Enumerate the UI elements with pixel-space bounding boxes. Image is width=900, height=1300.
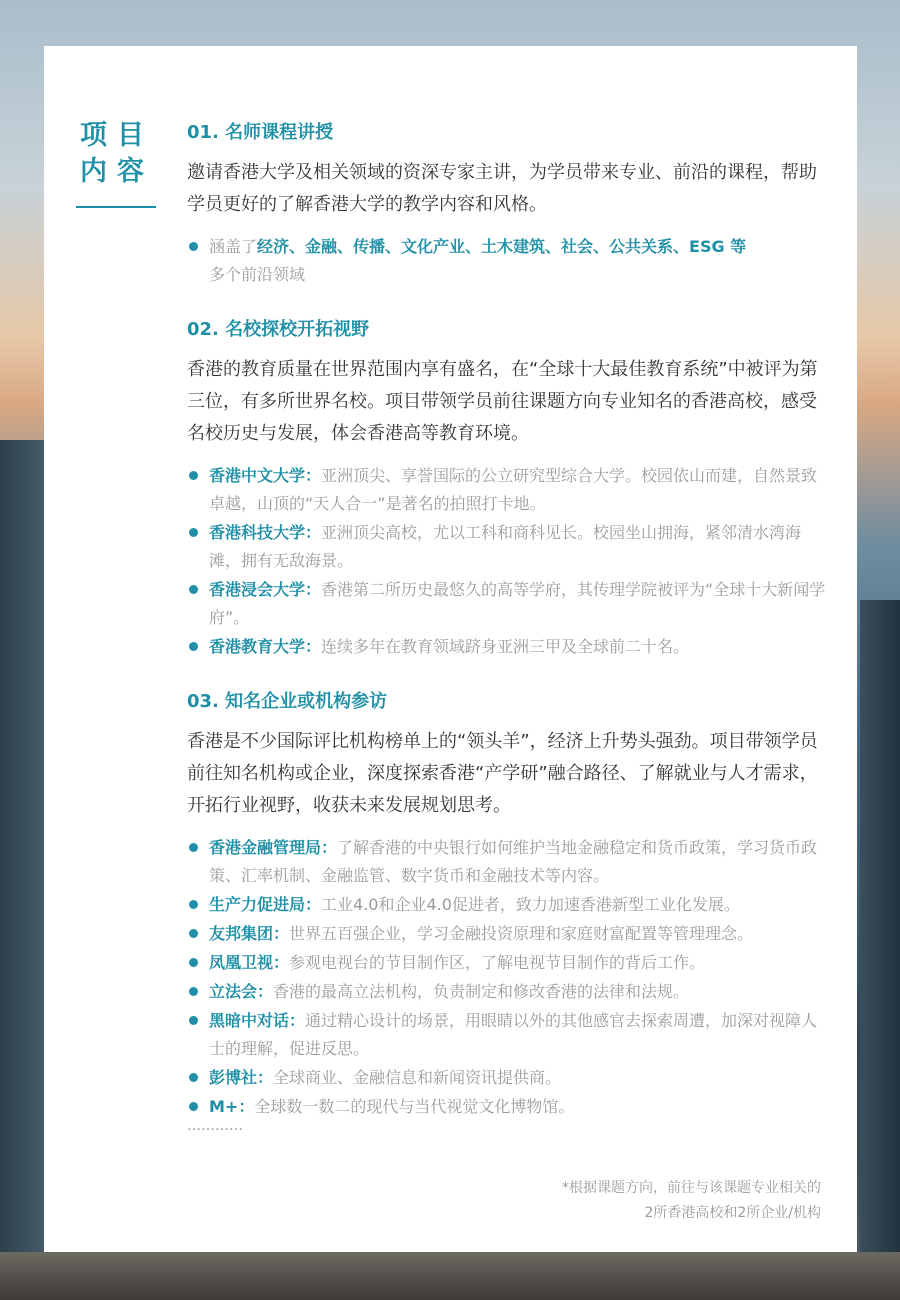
item-highlight: 友邦集团： — [209, 924, 290, 943]
bullet-dot-icon — [189, 1073, 198, 1082]
more-ellipsis: ………… — [187, 1118, 243, 1134]
item-text: 全球数一数二的现代与当代视觉文化博物馆。 — [254, 1097, 575, 1116]
footnote — [562, 1176, 821, 1226]
section-intro: 邀请香港大学及相关领域的资深专家主讲，为学员带来专业、前沿的课程，帮助学员更好的了解香港大学的教学内容和风格。 — [187, 162, 817, 215]
content-card — [44, 46, 857, 1252]
item-text: 连续多年在教育领域跻身亚洲三甲及全球前二十名。 — [321, 637, 690, 656]
building-shape — [860, 600, 900, 1300]
list-item — [187, 949, 832, 977]
item-prefix: 涵盖了 — [209, 237, 258, 256]
bullet-dot-icon — [189, 1102, 198, 1111]
item-highlight: 香港浸会大学： — [209, 580, 322, 599]
item-text: 香港第二所历史最悠久的高等学府，其传理学院被评为“全球十大新闻学府”。 — [209, 580, 826, 627]
content-column — [187, 118, 832, 1134]
list-item — [187, 1007, 832, 1063]
bullet-dot-icon — [189, 843, 198, 852]
item-text: 了解香港的中央银行如何维护当地金融稳定和货币政策，学习货币政策、汇率机制、金融监管、数字货币和金融技术等内容。 — [209, 838, 818, 885]
footnote-line1: *根据课题方向，前往与该课题专业相关的 — [562, 1180, 821, 1196]
list-item — [187, 920, 832, 948]
item-highlight: 黑暗中对话： — [209, 1011, 306, 1030]
bullet-dot-icon — [189, 900, 198, 909]
side-title-line2: 内容 — [80, 156, 154, 187]
section-title: 01. 名师课程讲授 — [187, 122, 334, 143]
item-text: 通过精心设计的场景，用眼睛以外的其他感官去探索周遭，加深对视障人士的理解，促进反思。 — [209, 1011, 818, 1058]
item-text: 亚洲顶尖、享誉国际的公立研究型综合大学。校园依山而建，自然景致卓越，山顶的“天人合一”是著名的拍照打卡地。 — [209, 466, 818, 513]
bullet-list — [187, 834, 832, 1121]
bullet-dot-icon — [189, 242, 198, 251]
item-highlight: 香港教育大学： — [209, 637, 322, 656]
section-intro: 香港是不少国际评比机构榜单上的“领头羊”，经济上升势头强劲。项目带领学员前往知名机构或企业，深度探索香港“产学研”融合路径、了解就业与人才需求，开拓行业视野，收获未来发展规划思考。 — [187, 731, 818, 816]
side-title — [76, 118, 158, 190]
side-title-underline — [76, 206, 156, 208]
item-highlight: 经济、金融、传播、文化产业、土木建筑、社会、公共关系、ESG 等 — [257, 237, 747, 256]
list-item — [187, 633, 832, 661]
footnote-line2: 2所香港高校和2所企业/机构 — [644, 1205, 821, 1221]
bullet-dot-icon — [189, 1016, 198, 1025]
list-item — [187, 891, 832, 919]
item-highlight: 香港科技大学： — [209, 523, 322, 542]
item-highlight: 立法会： — [209, 982, 274, 1001]
list-item — [187, 576, 832, 632]
item-highlight: 生产力促进局： — [209, 895, 322, 914]
bullet-dot-icon — [189, 929, 198, 938]
item-highlight: 凤凰卫视： — [209, 953, 290, 972]
item-highlight: 香港中文大学： — [209, 466, 322, 485]
item-highlight: M+： — [209, 1097, 255, 1116]
item-highlight: 彭博社： — [209, 1068, 274, 1087]
list-item — [187, 978, 832, 1006]
item-highlight: 香港金融管理局： — [209, 838, 338, 857]
section-intro: 香港的教育质量在世界范围内享有盛名，在“全球十大最佳教育系统”中被评为第三位，有多所世界名校。项目带领学员前往课题方向专业知名的香港高校，感受名校历史与发展，体会香港高等教育环境。 — [187, 359, 818, 444]
item-text: 香港的最高立法机构，负责制定和修改香港的法律和法规。 — [273, 982, 690, 1001]
bullet-list — [187, 462, 832, 661]
bullet-dot-icon — [189, 987, 198, 996]
section-title: 02. 名校探校开拓视野 — [187, 319, 370, 340]
building-shape — [0, 1252, 900, 1300]
section-campus-visits — [187, 315, 832, 661]
section-company-visits — [187, 687, 832, 1134]
list-item — [187, 834, 832, 890]
item-text: 亚洲顶尖高校，尤以工科和商科见长。校园坐山拥海，紧邻清水湾海滩，拥有无敌海景。 — [209, 523, 802, 570]
list-item — [187, 462, 832, 518]
section-title: 03. 知名企业或机构参访 — [187, 691, 388, 712]
item-text: 全球商业、金融信息和新闻资讯提供商。 — [273, 1068, 562, 1087]
list-item — [187, 1064, 832, 1092]
item-text: 工业4.0和企业4.0促进者，致力加速香港新型工业化发展。 — [321, 895, 740, 914]
section-lectures — [187, 118, 832, 289]
list-item — [187, 519, 832, 575]
list-item — [187, 233, 832, 289]
bullet-list — [187, 233, 832, 289]
bullet-dot-icon — [189, 585, 198, 594]
item-text: 世界五百强企业，学习金融投资原理和家庭财富配置等管理理念。 — [289, 924, 754, 943]
bullet-dot-icon — [189, 958, 198, 967]
bullet-dot-icon — [189, 642, 198, 651]
item-text: 参观电视台的节目制作区，了解电视节目制作的背后工作。 — [289, 953, 706, 972]
item-text: 多个前沿领域 — [209, 265, 306, 284]
bullet-dot-icon — [189, 471, 198, 480]
list-item — [187, 1093, 832, 1121]
bullet-dot-icon — [189, 528, 198, 537]
side-title-line1: 项目 — [80, 120, 154, 151]
